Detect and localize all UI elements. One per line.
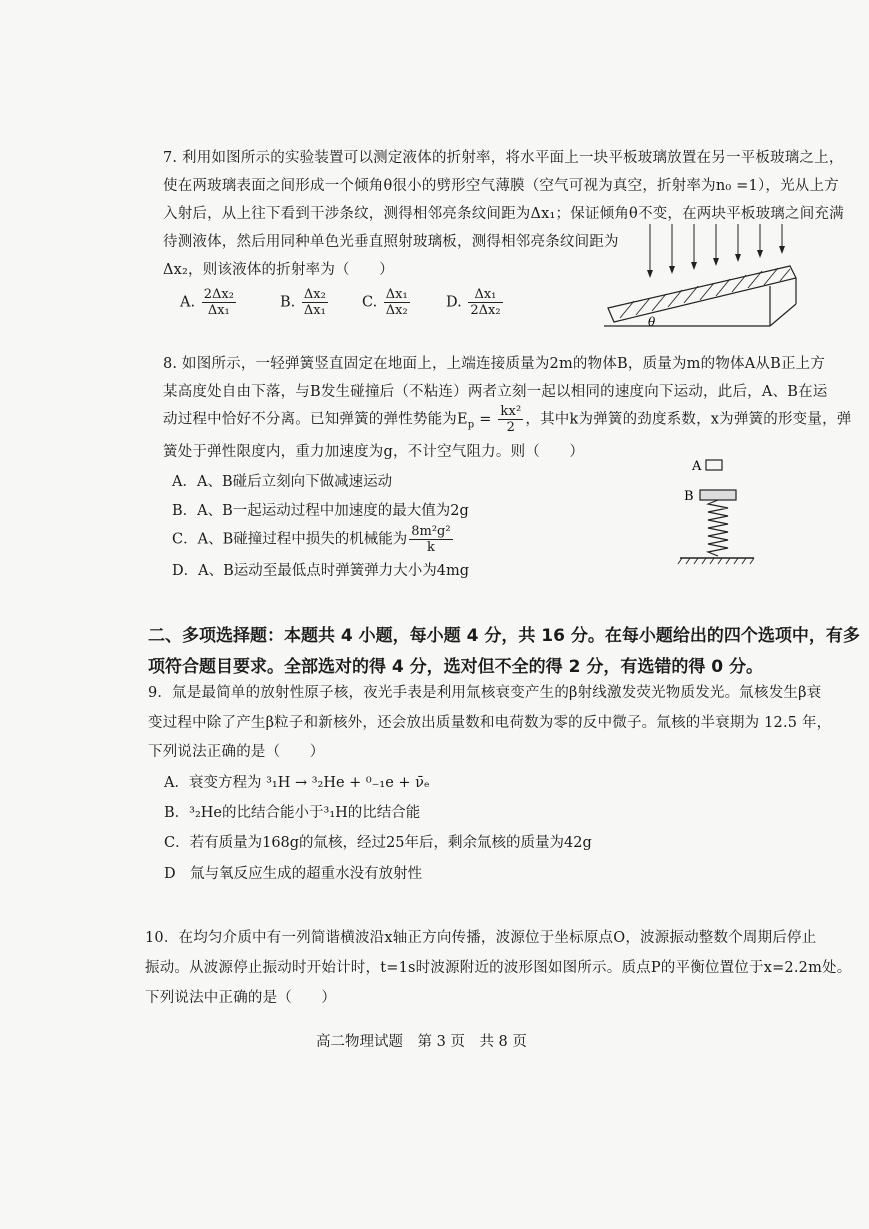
q8-option-a[interactable]: A．A、B碰后立刻向下做减速运动 <box>172 474 393 490</box>
q9-line-3: 下列说法正确的是（ ） <box>148 744 325 760</box>
q10-line-2: 振动。从波源停止振动时开始计时，t=1s时波源附近的波形图如图所示。质点P的平衡位置位于x=2.2m处。 <box>145 960 852 976</box>
option-fraction: $\frac{\text{2Δx₂}}{\text{Δx₁}}$ <box>203 287 234 318</box>
q7-option-b[interactable] <box>280 287 330 318</box>
q9-option-d[interactable]: D 氚与氧反应生成的超重水没有放射性 <box>164 866 423 882</box>
q8-line-3: 动过程中恰好不分离。已知弹簧的弹性势能为$E_p$ = $\frac{\text{kx²}}{2}$ ，其中k为弹簧的劲度系数，x为弹簧的形变量，弹 <box>163 404 852 435</box>
q7-line-1: 7. 利用如图所示的实验装置可以测定液体的折射率，将水平面上一块平板玻璃放置在另一平板玻璃之上， <box>163 150 844 166</box>
q9-option-a[interactable]: A．衰变方程为 ³₁H → ³₂He + ⁰₋₁e + ν̄ₑ <box>164 775 430 791</box>
q7-option-a[interactable] <box>180 287 238 318</box>
q10-line-1: 10．在均匀介质中有一列简谐横波沿x轴正方向传播，波源位于坐标原点O，波源振动整数个周期后停止 <box>145 930 817 946</box>
option-fraction: $\frac{\text{Δx₁}}{\text{Δx₂}}$ <box>385 287 408 318</box>
q10-line-3: 下列说法中正确的是（ ） <box>145 990 337 1006</box>
block-a <box>706 460 722 470</box>
q7-option-c[interactable] <box>362 287 412 318</box>
spring <box>708 500 728 556</box>
spring-blocks-figure <box>676 452 766 570</box>
section-2-heading-line-2: 项符合题目要求。全部选对的得 4 分，选对但不全的得 2 分，有选错的得 0 分。 <box>148 657 763 677</box>
option-fraction: $\frac{\text{Δx₂}}{\text{Δx₁}}$ <box>303 287 326 318</box>
q8-line-4: 簧处于弹性限度内，重力加速度为g，不计空气阻力。则（ ） <box>163 444 585 460</box>
q8-line-1: 8. 如图所示，一轻弹簧竖直固定在地面上，上端连接质量为2m的物体B，质量为m的物体A从B正上方 <box>163 356 826 372</box>
page-footer: 高二物理试题 第 3 页 共 8 页 <box>316 1034 527 1050</box>
option-fraction: $\frac{\text{Δx₁}}{\text{2Δx₂}}$ <box>470 287 501 318</box>
q9-option-c[interactable]: C．若有质量为168g的氚核，经过25年后，剩余氚核的质量为42g <box>164 835 592 851</box>
block-b <box>700 490 736 500</box>
option-letter: C. <box>362 294 378 311</box>
option-letter: D. <box>446 294 462 311</box>
q7-line-5: Δx₂，则该液体的折射率为（ ） <box>163 262 394 278</box>
q8-line-2: 某高度处自由下落，与B发生碰撞后（不粘连）两者立刻一起以相同的速度向下运动，此后，A、B在运 <box>163 384 828 400</box>
q7-option-d[interactable] <box>446 287 505 318</box>
option-letter: A. <box>180 294 196 311</box>
option-letter: B. <box>280 294 296 311</box>
wedge-glass-figure <box>600 222 810 334</box>
block-b-label: B <box>684 489 694 504</box>
q9-option-b[interactable]: B．³₂He的比结合能小于³₁H的比结合能 <box>164 805 421 821</box>
q7-line-3: 入射后，从上往下看到干涉条纹，测得相邻亮条纹间距为Δx₁；保证倾角θ不变，在两块平板玻璃之间充满 <box>163 206 844 222</box>
block-a-label: A <box>692 459 702 474</box>
q7-line-4: 待测液体，然后用同种单色光垂直照射玻璃板，测得相邻亮条纹间距为 <box>163 234 619 250</box>
theta-label: θ <box>648 315 656 329</box>
q9-line-2: 变过程中除了产生β粒子和新核外，还会放出质量数和电荷数为零的反中微子。氚核的半衰期为 12.5 年， <box>148 715 832 731</box>
section-2-heading-line-1: 二、多项选择题：本题共 4 小题，每小题 4 分，共 16 分。在每小题给出的四个选项中，有多 <box>148 626 860 646</box>
q8-option-b[interactable]: B．A、B一起运动过程中加速度的最大值为2g <box>172 503 469 519</box>
q9-line-1: 9．氚是最简单的放射性原子核，夜光手表是利用氚核衰变产生的β射线激发荧光物质发光。氚核发生β衰 <box>148 685 822 701</box>
q8-option-d[interactable]: D．A、B运动至最低点时弹簧弹力大小为4mg <box>172 563 470 579</box>
q7-line-2: 使在两玻璃表面之间形成一个倾角θ很小的劈形空气薄膜（空气可视为真空，折射率为n₀ =1），光从上方 <box>163 178 839 194</box>
q8-option-c[interactable]: C．A、B碰撞过程中损失的机械能为 $\frac{\text{8m²g²}}{k}$ <box>172 524 451 555</box>
